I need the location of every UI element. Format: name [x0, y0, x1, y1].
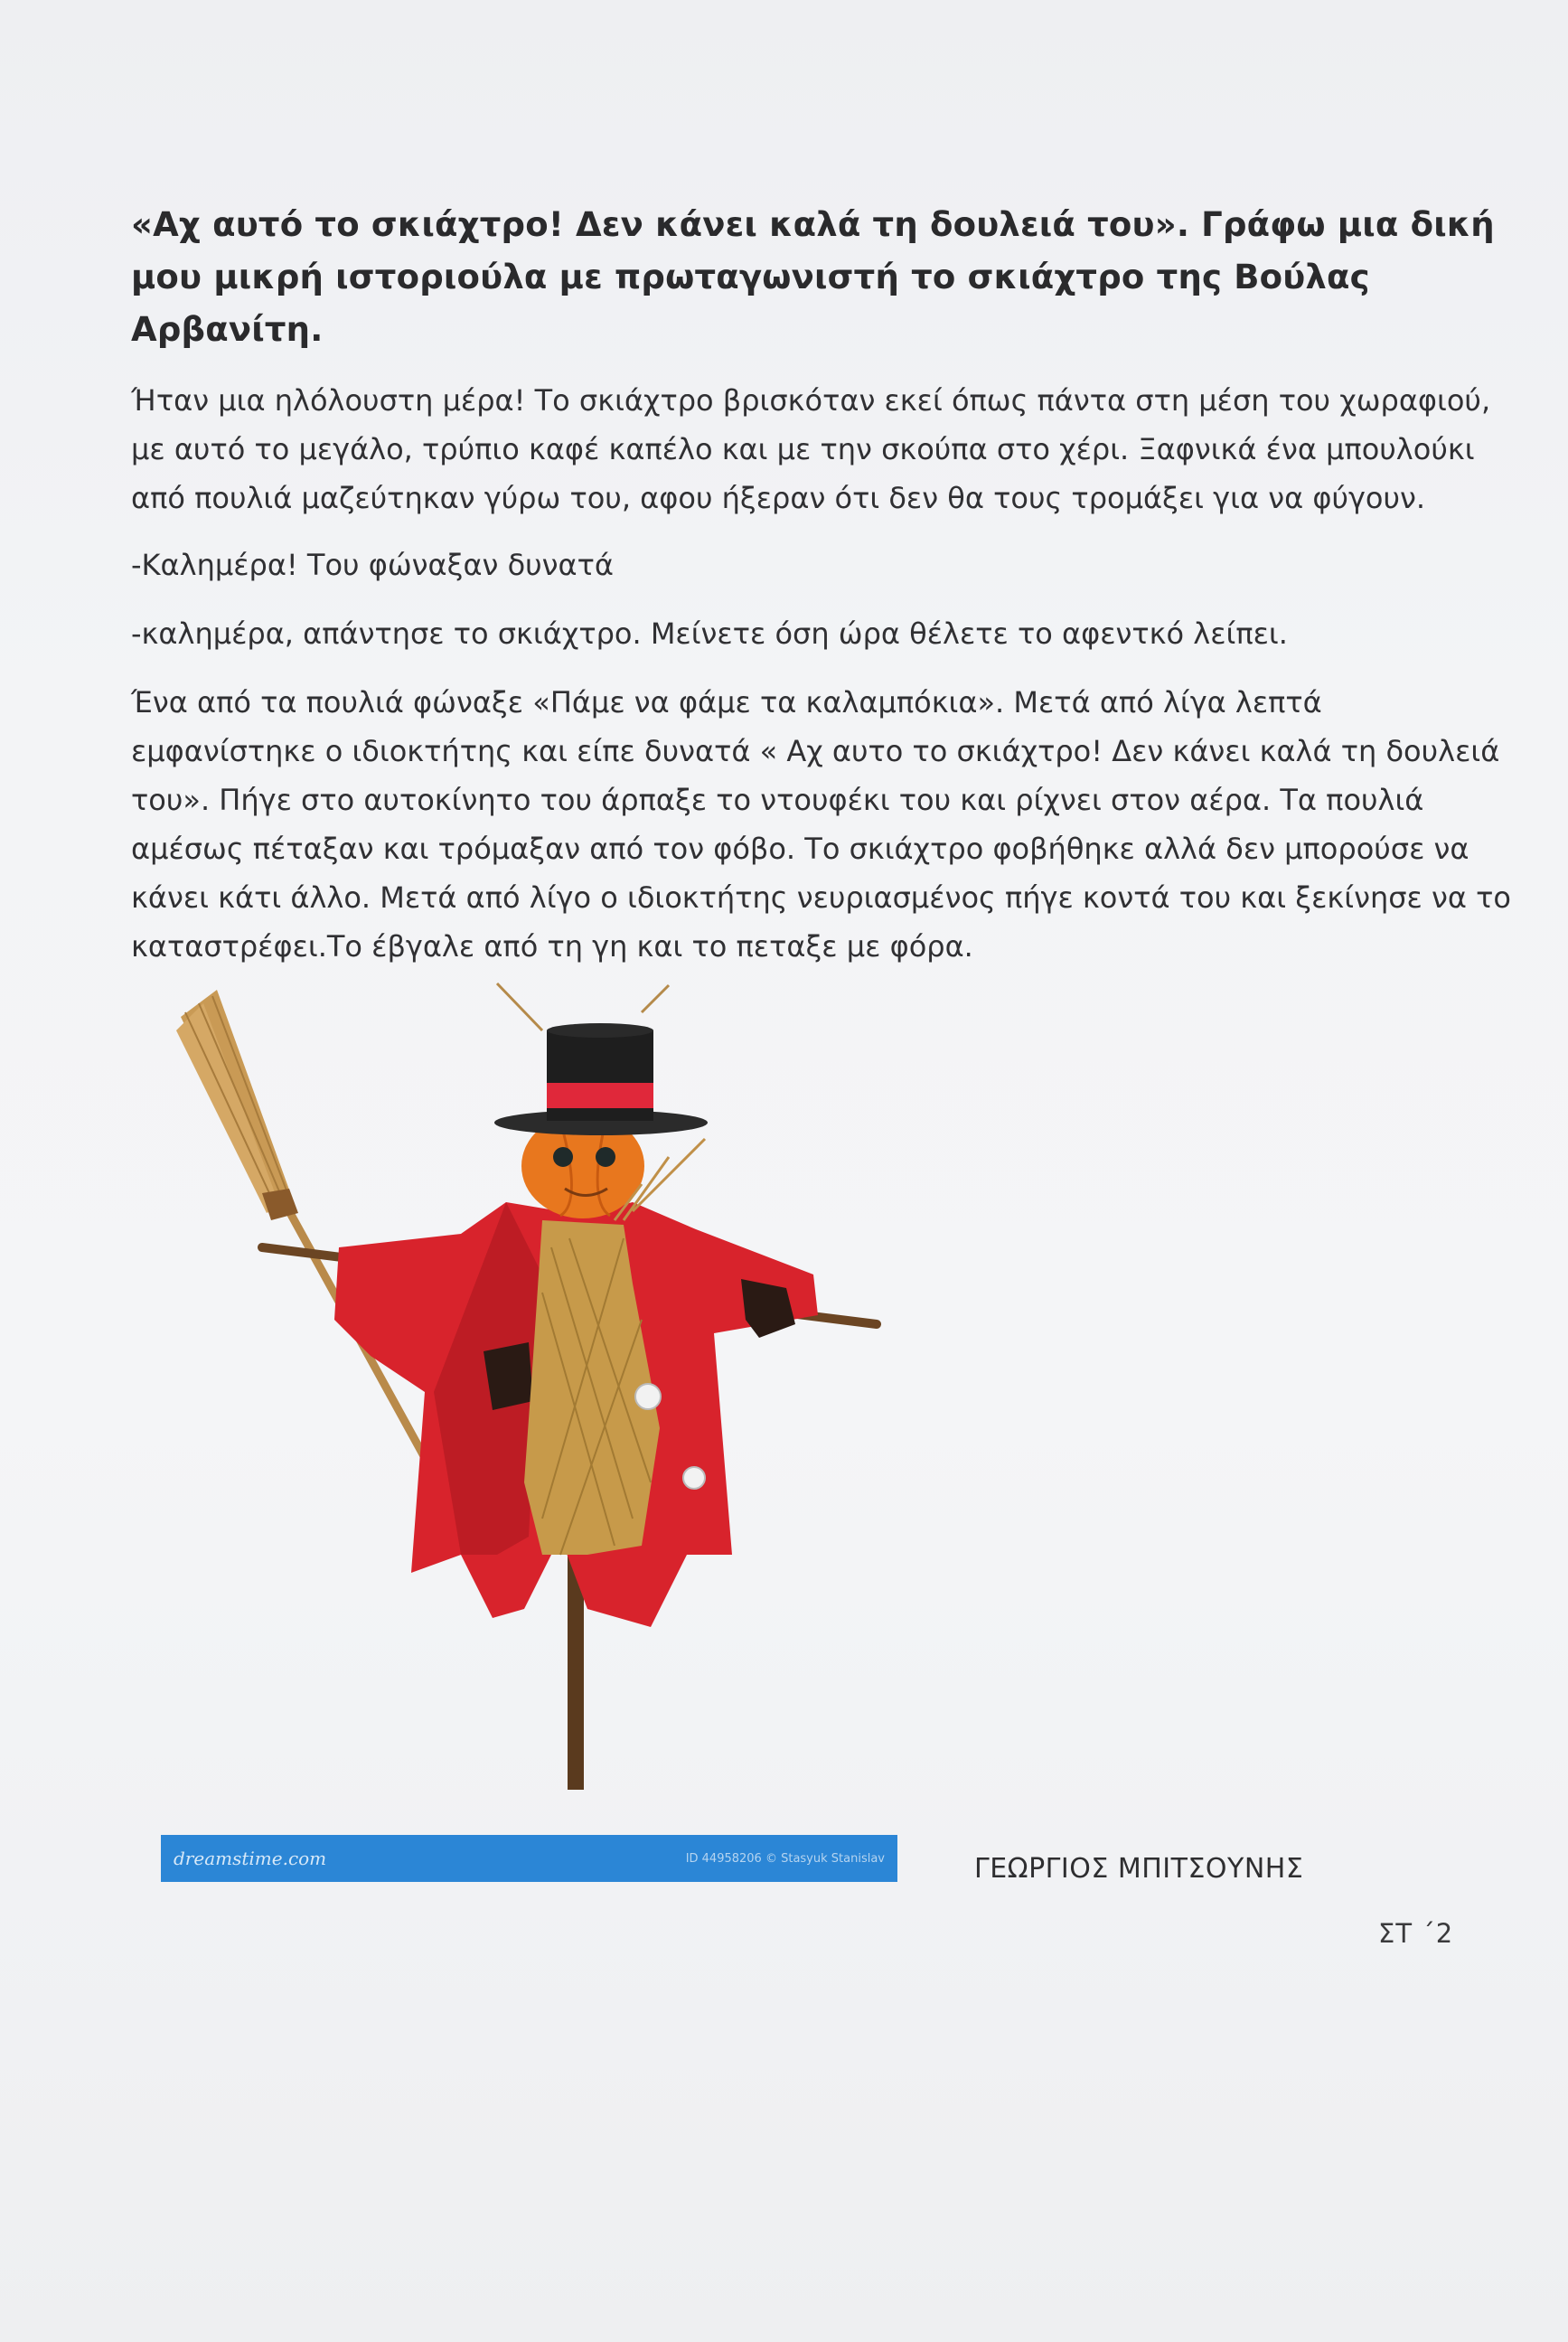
watermark-logo: dreamstime.com: [174, 1848, 327, 1869]
top-hat-icon: [494, 983, 708, 1135]
author-name: ΓΕΩΡΓΙΟΣ ΜΠΙΤΣΟΥΝΗΣ: [974, 1853, 1304, 1885]
page-heading: «Αχ αυτό το σκιάχτρο! Δεν κάνει καλά τη δουλειά του». Γράφω μια δική μου μικρή ιστοριούλα με πρωταγωνιστή το σκιάχτρο της Βούλας Αρβανίτη.: [131, 205, 1495, 349]
coat-button: [635, 1384, 661, 1409]
watermark-id: ID 44958206 © Stasyuk Stanislav: [685, 1851, 885, 1866]
scarecrow-svg: [163, 976, 904, 1808]
page-content: [131, 199, 1514, 989]
paragraph-story: Ένα από τα πουλιά φώναξε «Πάμε να φάμε τα καλαμπόκια». Μετά από λίγα λεπτά εμφανίστηκε ο ιδιοκτήτης και είπε δυνατά « Αχ αυτο το σκιάχτρο! Δεν κάνει καλά τη δουλειά του». Πήγε στο αυτοκίνητο του άρπαξε το ντουφέκι του και ρίχνει στον αέρα. Τα πουλιά αμέσως πέταξαν και τρόμαξαν από τον φόβο. Το σκιάχτρο φοβήθηκε αλλά δεν μπορούσε να κάνει κάτι άλλο. Μετά από λίγο ο ιδιοκτήτης νευριασμένος πήγε κοντά του και ξεκίνησε να το καταστρέφει.Το έβγαλε από τη γη και το πεταξε με φόρα.: [131, 685, 1511, 964]
scarecrow-illustration: [163, 976, 904, 1808]
paragraph-greeting: -Καλημέρα! Του φώναξαν δυνατά: [131, 548, 614, 582]
paragraph-intro: Ήταν μια ηλόλουστη μέρα! Το σκιάχτρο βρισκόταν εκεί όπως πάντα στη μέση του χωραφιού, με αυτό το μεγάλο, τρύπιο καφέ καπέλο και με την σκούπα στο χέρι. Ξαφνικά ένα μπουλούκι από πουλιά μαζεύτηκαν γύρω του, αφου ήξεραν ότι δεν θα τους τρομάξει για να φύγουν.: [131, 383, 1491, 515]
stock-watermark-bar: [161, 1835, 897, 1882]
paragraph-reply: -καλημέρα, απάντησε το σκιάχτρο. Μείνετε όση ώρα θέλετε το αφεντκό λείπει.: [131, 616, 1288, 651]
coat-button: [683, 1467, 705, 1489]
class-label: ΣΤ ΄2: [1378, 1918, 1454, 1949]
